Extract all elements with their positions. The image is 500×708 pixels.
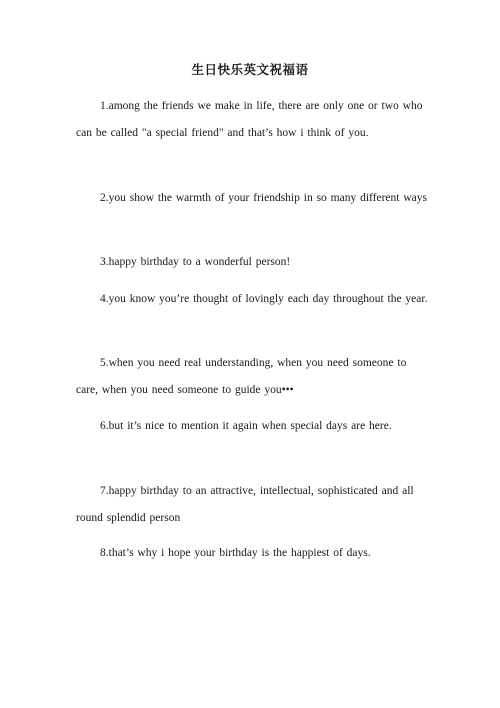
paragraph-7: 7.happy birthday to an attractive, intellectual, sophisticated and all round splendid person	[76, 485, 414, 524]
paragraph-3: 3.happy birthday to a wonderful person!	[100, 256, 291, 268]
paragraph-1: 1.among the friends we make in life, there are only one or two who can be called "a special friend" and that’s how i think of you.	[76, 100, 423, 139]
page-title: 生日快乐英文祝福语	[191, 62, 309, 77]
paragraph-5: 5.when you need real understanding, when you need someone to care, when you need someone to guide you•••	[76, 357, 407, 396]
paragraph-4: 4.you know you’re thought of lovingly each day throughout the year.	[100, 293, 428, 305]
paragraph-2: 2.you show the warmth of your friendship in so many different ways	[100, 192, 427, 204]
paragraph-6: 6.but it’s nice to mention it again when special days are here.	[100, 420, 392, 432]
paragraph-8: 8.that’s why i hope your birthday is the happiest of days.	[100, 547, 371, 559]
